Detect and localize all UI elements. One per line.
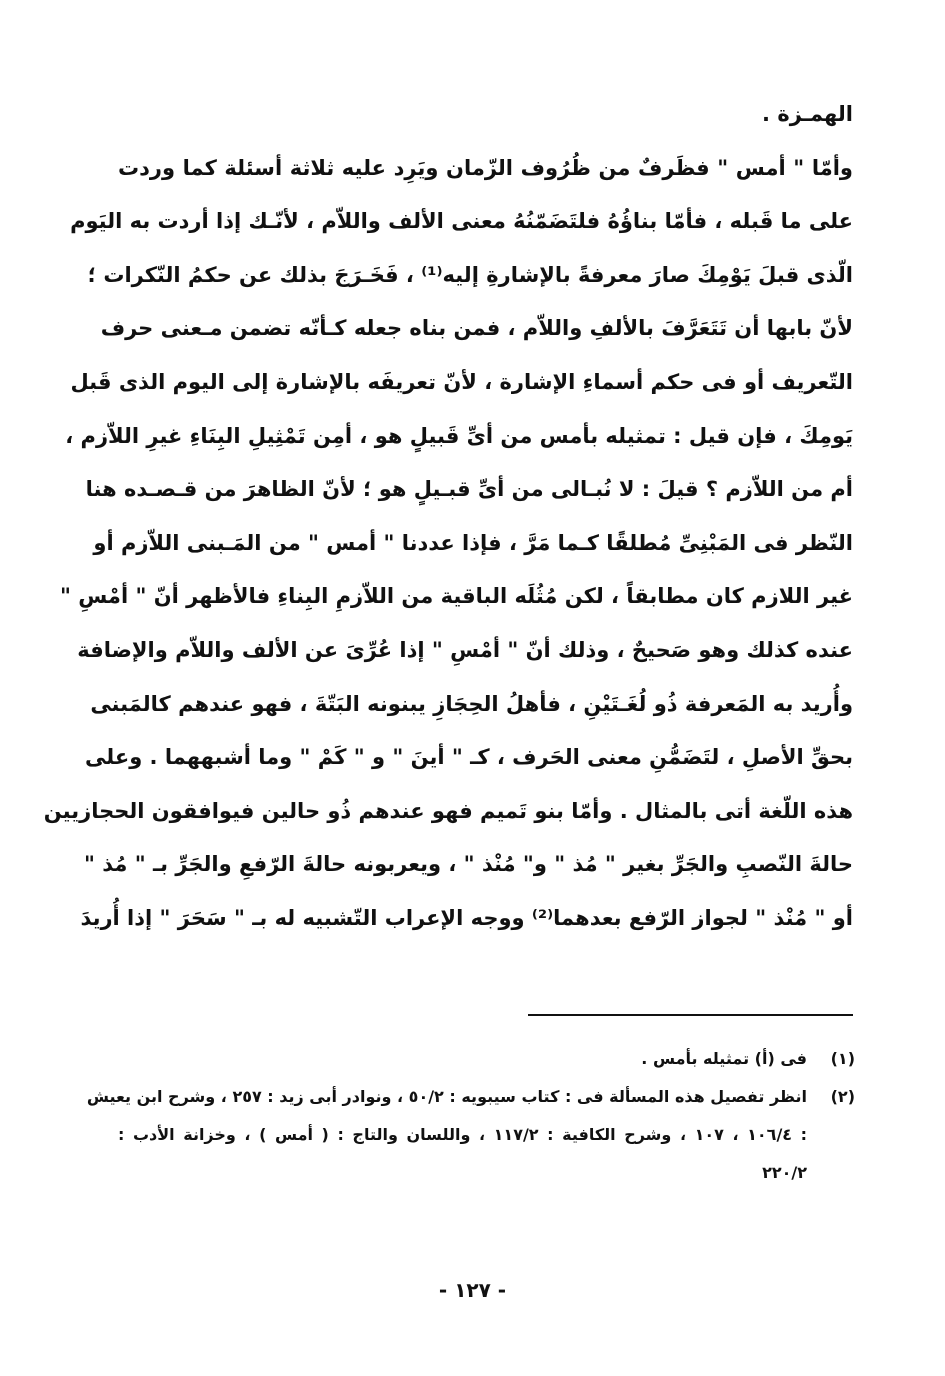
text-line: وأمّا " أمس " فظَرفٌ من ظُرُوف الزّمان ويَرِد عليه ثلاثة أسئلة كما وردت xyxy=(118,155,853,180)
text-line: هذه اللّغة أتى بالمثال . وأمّا بنو تَميم فهو عندهم ذُو حالين فيوافقون الحجازيين xyxy=(43,798,853,823)
text-line: النّظر فى المَبْنِىِّ مُطلقًا كـما مَرَّ ، فإذا عددنا " أمس " من المَـبنى اللاّزم أو xyxy=(93,530,853,555)
footnote-2-continued xyxy=(118,1154,855,1192)
footnotes-block xyxy=(86,1040,855,1192)
footnote-2 xyxy=(86,1078,855,1116)
text-line: حالةَ النّصبِ والجَرِّ بغير " مُذ " و" مُنْذ " ، ويعربونه حالةَ الرّفعِ والجَرِّ بـ " مُذ " xyxy=(84,852,853,877)
page-number: - ١٢٧ - xyxy=(438,1278,507,1302)
text-line: أو " مُنْذ " لجواز الرّفع بعدهما⁽²⁾ ووجه الإعراب التّشبيه له بـ " سَحَرَ " إذا أُريدَ xyxy=(80,905,853,930)
text-line: أم من اللاّزم ؟ قيلَ : لا نُبـالى من أىِّ قبـيلٍ هو ؛ لأنّ الظاهرَ من قـصـده هنا xyxy=(85,477,853,502)
footnote-text: انظر تفصيل هذه المسألة فى : كتاب سيبويه : ٥٠/٢ ، ونوادر أبى زيد : ٢٥٧ ، وشرح ابن يعيش xyxy=(86,1087,807,1106)
text-line: وأُريد به المَعرفة ذُو لُغَـتَيْنِ ، فأهلُ الحِجَازِ يبنونه البَتّةَ ، فهو عندهم كالمَبنى xyxy=(90,691,853,716)
text-line: بحقِّ الأصلِ ، لتَضَمُّنِ معنى الحَرف ، كـ " أينَ " و " كَمْ " وما أشبههما . وعلى xyxy=(85,745,853,770)
footnote-text: فى (أ) تمثيله بأمس . xyxy=(641,1049,807,1068)
footnote-number: (١) xyxy=(830,1049,855,1068)
text-line: عنده كذلك وهو صَحيحٌ ، وذلك أنّ " أمْسِ " إذا عُرِّىَ عن الألف واللاّم والإضافة xyxy=(77,637,853,662)
footnote-2-continued xyxy=(118,1116,855,1154)
footnote-separator xyxy=(528,1014,853,1016)
text-line: الّذى قبلَ يَوْمِكَ صارَ معرفةً بالإشارةِ إليه⁽¹⁾ ، فَخَـرَجَ بذلك عن حكمُ النّكرات ؛ xyxy=(87,262,853,287)
main-text-block xyxy=(43,88,853,946)
footnote-1 xyxy=(118,1040,855,1078)
text-line: على ما قَبله ، فأمّا بناؤُهُ فلتَضَمّنُهُ معنى الألف واللاّم ، لأنّـك إذا أردت به اليَوم xyxy=(70,209,853,234)
footnote-text: : ١٠٦/٤ ، ١٠٧ ، وشرح الكافية : ١١٧/٢ ، واللسان والتاج : ( أمس ) ، وخزانة الأدب : xyxy=(118,1125,808,1144)
text-line: لأنّ بابها أن تَتَعَرَّفَ بالألفِ واللاّم ، فمن بناه جعله كـأنّه تضمن مـعنى حرف xyxy=(100,316,853,341)
footnote-number: (٢) xyxy=(830,1087,855,1106)
footnote-text: ٢٢٠/٢ xyxy=(762,1163,807,1182)
text-line: غير اللازم كان مطابقاً ، لكن مُثُلَه الباقية من اللاّزمِ البِناءِ فالأظهر أنّ " أمْسِ " xyxy=(60,584,853,609)
text-line: يَومِكَ ، فإن قيل : تمثيله بأمس من أىِّ قَبيلٍ هو ، أمِن تَمْثِيلِ البِنَاءِ غيرِ اللاّزم ، xyxy=(65,423,853,448)
text-line: الهمـزة . xyxy=(762,102,853,126)
text-line: التّعريف أو فى حكم أسماءِ الإشارة ، لأنّ تعريفَه بالإشارة إلى اليوم الذى قَبل xyxy=(70,369,853,394)
